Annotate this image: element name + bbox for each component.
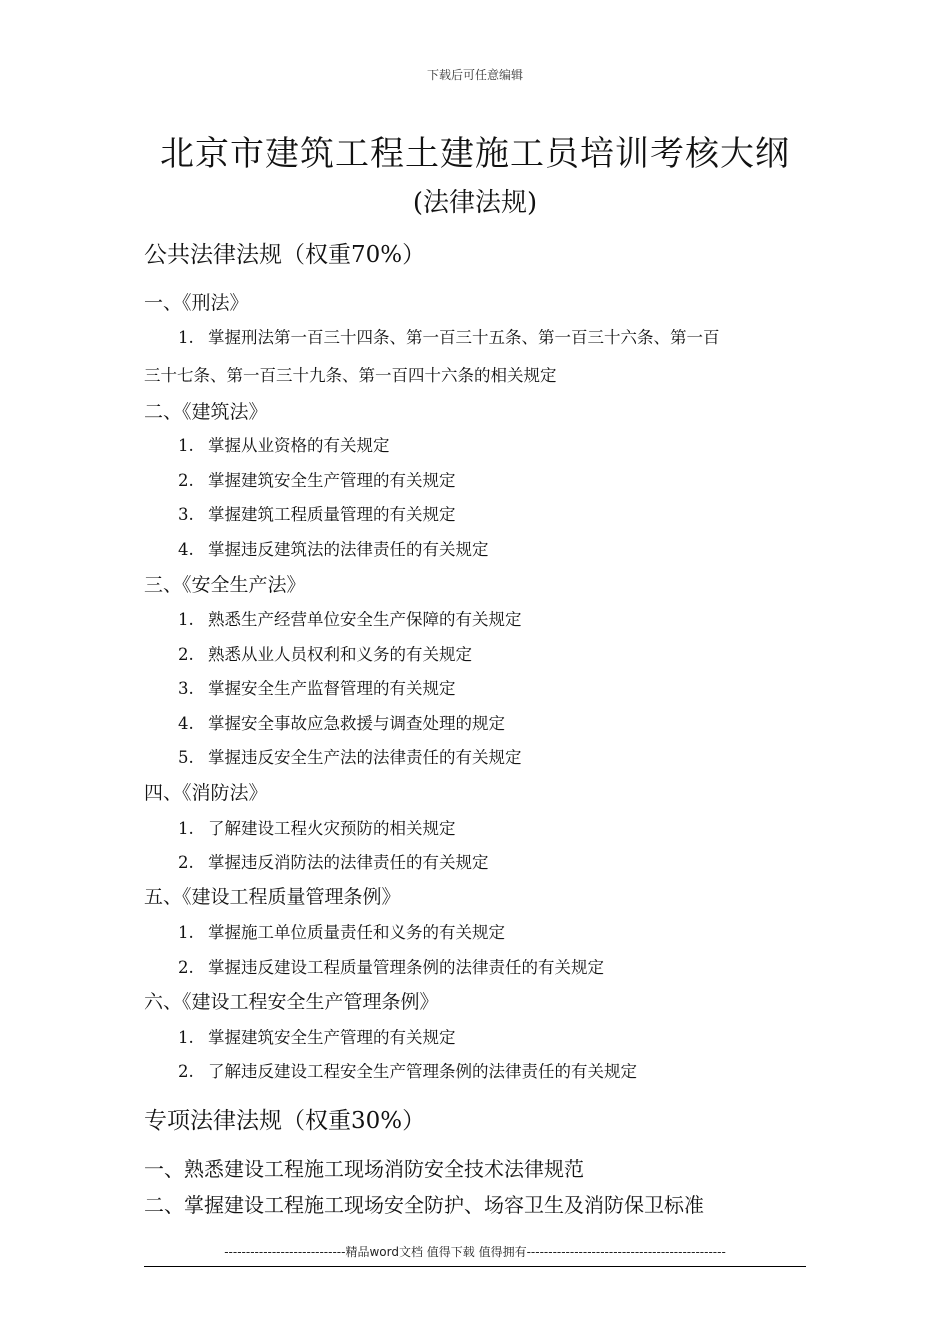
list-item (178, 1058, 637, 1082)
item-continuation: 三十七条、第一百三十九条、第一百四十六条的相关规定 (144, 366, 557, 385)
item-text: 掌握安全生产监督管理的有关规定 (208, 679, 456, 698)
item-text: 熟悉从业人员权利和义务的有关规定 (208, 645, 472, 664)
section-heading: 三、《安全生产法》 (144, 574, 306, 596)
item-number: 2. (178, 471, 194, 490)
item-text: 熟悉生产经营单位安全生产保障的有关规定 (208, 610, 522, 629)
item-number: 1. (178, 610, 194, 629)
item-number: 3. (178, 679, 194, 698)
list-item (178, 675, 456, 699)
list-item (178, 641, 472, 665)
item-text: 了解违反建设工程安全生产管理条例的法律责任的有关规定 (208, 1062, 637, 1081)
section-heading: 六、《建设工程安全生产管理条例》 (144, 991, 439, 1013)
item-text: 掌握违反安全生产法的法律责任的有关规定 (208, 748, 522, 767)
section-heading: 五、《建设工程质量管理条例》 (144, 886, 401, 908)
item-text: 掌握从业资格的有关规定 (208, 436, 390, 455)
item-number: 4. (178, 714, 194, 733)
header-note: 下载后可任意编辑 (426, 68, 523, 82)
item-text: 掌握违反消防法的法律责任的有关规定 (208, 853, 489, 872)
item-text: 了解建设工程火灾预防的相关规定 (208, 819, 456, 838)
list-item (178, 954, 604, 978)
special-item: 一、熟悉建设工程施工现场消防安全技术法律规范 (144, 1157, 584, 1181)
part1-heading: 公共法律法规（权重70%） (144, 242, 426, 268)
part2-heading: 专项法律法规（权重30%） (144, 1108, 426, 1134)
list-item (178, 849, 489, 873)
item-number: 4. (178, 540, 194, 559)
list-item (178, 324, 720, 348)
item-text: 掌握违反建筑法的法律责任的有关规定 (208, 540, 489, 559)
document-title: 北京市建筑工程土建施工员培训考核大纲 (160, 134, 790, 174)
list-item (178, 919, 505, 943)
item-number: 1. (178, 923, 194, 942)
item-text: 掌握建筑安全生产管理的有关规定 (208, 1028, 456, 1047)
list-item (178, 536, 489, 560)
item-text: 掌握施工单位质量责任和义务的有关规定 (208, 923, 505, 942)
section-heading: 四、《消防法》 (144, 782, 268, 804)
item-number: 1. (178, 819, 194, 838)
item-text: 掌握刑法第一百三十四条、第一百三十五条、第一百三十六条、第一百 (208, 328, 720, 347)
item-number: 5. (178, 748, 194, 767)
item-number: 2. (178, 853, 194, 872)
list-item (178, 606, 522, 630)
item-text: 掌握建筑安全生产管理的有关规定 (208, 471, 456, 490)
list-item (178, 467, 456, 491)
section-heading: 二、《建筑法》 (144, 401, 268, 423)
item-number: 2. (178, 958, 194, 977)
item-number: 3. (178, 505, 194, 524)
section-heading: 一、《刑法》 (144, 292, 249, 314)
list-item (178, 501, 456, 525)
item-number: 1. (178, 436, 194, 455)
list-item (178, 432, 390, 456)
special-item: 二、掌握建设工程施工现场安全防护、场容卫生及消防保卫标准 (144, 1193, 704, 1217)
list-item (178, 815, 456, 839)
item-text: 掌握违反建设工程质量管理条例的法律责任的有关规定 (208, 958, 604, 977)
item-number: 2. (178, 645, 194, 664)
item-text: 掌握建筑工程质量管理的有关规定 (208, 505, 456, 524)
item-number: 1. (178, 328, 194, 347)
item-number: 1. (178, 1028, 194, 1047)
list-item (178, 710, 505, 734)
footer-banner: ----------------------------精品word文档 值得下载 值得拥有---------------------------------------------- (144, 1243, 806, 1267)
list-item (178, 1024, 456, 1048)
list-item (178, 744, 522, 768)
item-number: 2. (178, 1062, 194, 1081)
item-text: 掌握安全事故应急救援与调查处理的规定 (208, 714, 505, 733)
document-subtitle: (法律法规) (412, 188, 538, 218)
